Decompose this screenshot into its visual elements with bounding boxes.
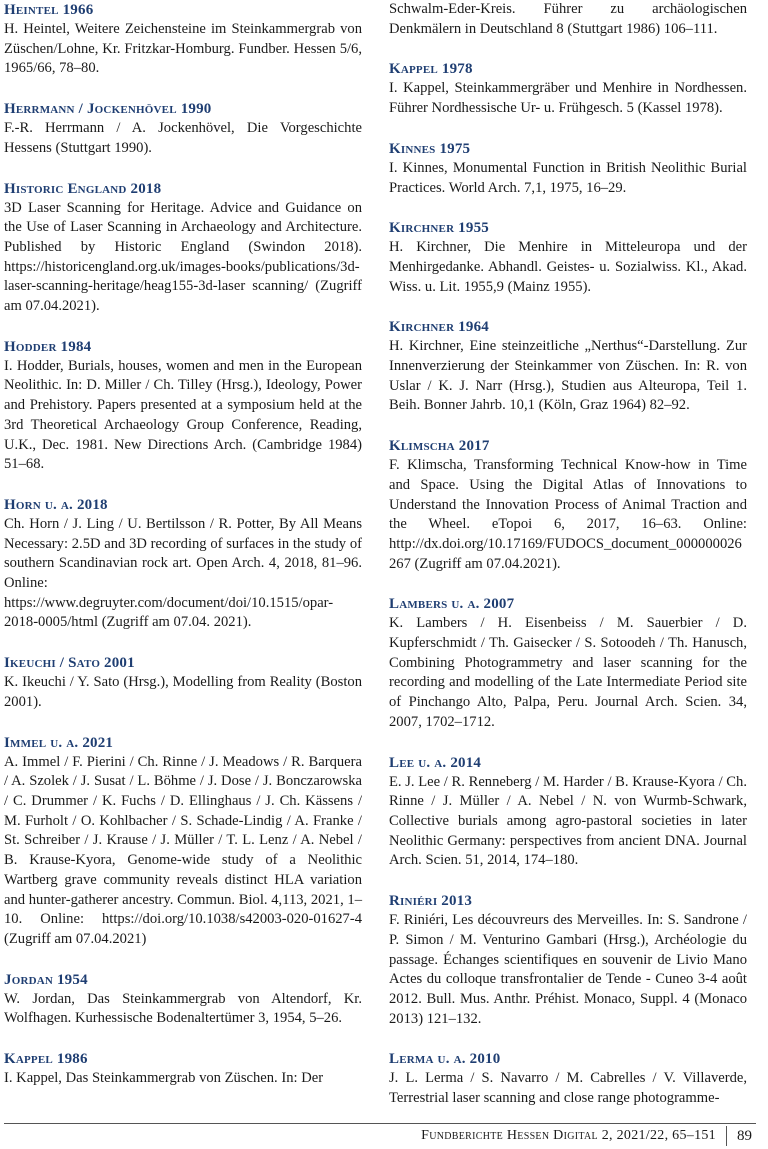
bib-entry xyxy=(389,59,747,118)
bib-entry xyxy=(4,970,362,1029)
bib-entry-text: H. Kirchner, Eine steinzeitliche „Nerthus“-Darstellung. Zur Innenverzierung der Steinkammer von Züschen. In: R. von Uslar / K. J. Narr (Hrsg.), Studien aus Alteuropa, Teil 1. Beih. Bonner Jahrb. 10,1 (Köln, Graz 1964) 82–92. xyxy=(389,338,747,414)
bib-entry-heading: Riniéri 2013 xyxy=(389,893,473,910)
page-number: 89 xyxy=(737,1128,752,1144)
bib-entry-text: I. Hodder, Burials, houses, women and men in the European Neolithic. In: D. Miller / Ch. Tilley (Hrsg.), Ideology, Power and Prehistory. Papers presented at a symposium held at the 3rd Theoretical Archaeology Group Conference, Reading, U.K., Dec. 1981. New Directions Arch. (Cambridge 1984) 51–68. xyxy=(4,357,362,473)
bib-entry-text: Ch. Horn / J. Ling / U. Bertilsson / R. Potter, By All Means Necessary: 2.5D and 3D recording of surfaces in the study of southern Scandinavian rock art. Open Arch. 4, 2018, 81–96. Online: https://www.degruyter.com/document/doi/10.1515/opar-2018-0005/html (Zugriff am 07.04. 2021). xyxy=(4,515,362,631)
bib-entry-text: F.-R. Herrmann / A. Jockenhövel, Die Vorgeschichte Hessens (Stuttgart 1990). xyxy=(4,120,362,156)
bib-entry-heading: Horn u. a. 2018 xyxy=(4,496,108,513)
bib-entry-heading: Lerma u. a. 2010 xyxy=(389,1051,501,1068)
bib-entry-heading: Heintel 1966 xyxy=(4,2,94,18)
page-footer xyxy=(421,1126,752,1146)
bib-entry xyxy=(4,337,362,475)
bib-entry-heading: Kappel 1978 xyxy=(389,61,473,78)
bib-entry-text: F. Riniéri, Les découvreurs des Merveilles. In: S. Sandrone / P. Simon / M. Venturino Gambari (Hrsg.), Archéologie du passage. Échanges scientifiques en souvenir de Livio Mano Actes du colloque transfrontalier de Tende - Cuneo 3-4 août 2012. Bull. Mus. Anthr. Préhist. Monaco, Suppl. 4 (Monaco 2013) 121–132. xyxy=(389,912,747,1027)
bib-entry xyxy=(389,218,747,297)
bib-entry-text: K. Lambers / H. Eisenbeiss / M. Sauerbier / D. Kupferschmidt / Th. Gaisecker / S. Sotoodeh / Th. Hanusch, Combining Photogrammetry and laser scanning for the recording and modelling of the Late Intermediate Period site of Pinchango Alto, Palpa, Peru. Journal Arch. Scien. 34, 2007, 1702–1712. xyxy=(389,615,747,730)
bib-entry-heading: Lambers u. a. 2007 xyxy=(389,596,515,613)
bib-entry xyxy=(4,733,362,950)
bib-entry xyxy=(4,179,362,317)
bib-entry-heading: Kappel 1986 xyxy=(4,1051,88,1068)
bib-entry-heading: Ikeuchi / Sato 2001 xyxy=(4,655,135,672)
bib-entry-text: F. Klimscha, Transforming Technical Know-how in Time and Space. Using the Digital Atlas of Innovations to Understand the Innovation Process of Animal Traction and the Wheel. eTopoi 6, 2017, 16–63. Online: http://dx.doi.org/10.17169/FUDOCS_document_000000026267 (Zugriff am 07.04.2021). xyxy=(389,457,747,572)
bib-entry-heading: Hodder 1984 xyxy=(4,338,92,355)
bib-entry xyxy=(389,1049,747,1108)
bib-entry-heading: Lee u. a. 2014 xyxy=(389,754,482,771)
journal-citation: Fundberichte Hessen Digital 2, 2021/22, 65–151 xyxy=(421,1128,716,1143)
footer-divider xyxy=(4,1123,756,1124)
bib-entry xyxy=(389,594,747,732)
bib-entry-text: I. Kinnes, Monumental Function in British Neolithic Burial Practices. World Arch. 7,1, 1975, 16–29. xyxy=(389,159,747,196)
bib-entry-continuation xyxy=(389,0,747,39)
bib-entry xyxy=(4,1049,362,1089)
bib-entry-text: E. J. Lee / R. Renneberg / M. Harder / B. Krause-Kyora / Ch. Rinne / J. Müller / A. Nebel / N. von Wurmb-Schwark, Collective burials among agro-pastoral societies in later Neolithic Germany: perspectives from ancient DNA. Journal Arch. Scien. 51, 2014, 174–180. xyxy=(389,773,747,869)
bib-entry-text: Schwalm-Eder-Kreis. Führer zu archäologischen Denkmälern in Deutschland 8 (Stuttgart 1986) 106–111. xyxy=(389,1,747,37)
bib-entry xyxy=(4,0,362,79)
bib-entry xyxy=(389,891,747,1029)
bib-entry-text: W. Jordan, Das Steinkammergrab von Altendorf, Kr. Wolfhagen. Kurhessische Bodenaltertümer 3, 1954, 5–26. xyxy=(4,990,362,1027)
bib-entry-text: H. Kirchner, Die Menhire in Mitteleuropa und der Menhirgedanke. Abhandl. Geistes- u. Sozialwiss. Kl., Akad. Wiss. u. Lit. 1955,9 (Mainz 1955). xyxy=(389,239,747,295)
bib-entry-text: H. Heintel, Weitere Zeichensteine im Steinkammergrab von Züschen/Lohne, Kr. Fritzkar-Homburg. Fundber. Hessen 5/6, 1965/66, 78–80. xyxy=(4,21,362,77)
bib-entry xyxy=(389,139,747,198)
bib-entry-heading: Klimscha 2017 xyxy=(389,438,490,455)
bib-entry-heading: Herrmann / Jockenhövel 1990 xyxy=(4,101,212,118)
bib-entry-heading: Kinnes 1975 xyxy=(389,140,471,157)
bib-entry xyxy=(389,753,747,872)
bib-entry-text: J. L. Lerma / S. Navarro / M. Cabrelles / V. Villaverde, Terrestrial laser scanning and close range photogramme- xyxy=(389,1070,747,1107)
bib-entry-heading: Immel u. a. 2021 xyxy=(4,734,114,751)
bibliography-right-column xyxy=(389,0,747,1129)
bibliography-left-column xyxy=(4,0,362,1109)
bib-entry-heading: Historic England 2018 xyxy=(4,180,162,197)
footer-separator xyxy=(726,1126,727,1146)
bib-entry-text: I. Kappel, Das Steinkammergrab von Züschen. In: Der xyxy=(4,1070,324,1087)
bib-entry-text: A. Immel / F. Pierini / Ch. Rinne / J. Meadows / R. Barquera / A. Szolek / J. Susat / L. Böhme / J. Dose / J. Bonczarowska / C. Drummer / K. Fuchs / D. Ellinghaus / J. Ch. Kässens / M. Furholt / O. Kohlbacher / S. Schade-Lindig / A. Franke / St. Schreiber / J. Krause / J. Müller / T. L. Lenz / A. Nebel / B. Krause-Kyora, Genome-wide study of a Neolithic Wartberg grave community reveals distinct HLA variation and hunter-gatherer ancestry. Commun. Biol. 4,113, 2021, 1–10. Online: https://doi.org/10.1038/s42003-020-01627-4 (Zugriff am 07.04.2021) xyxy=(4,753,362,947)
bib-entry xyxy=(4,495,362,633)
bib-entry xyxy=(389,436,747,574)
bib-entry xyxy=(4,99,362,158)
bib-entry-heading: Kirchner 1964 xyxy=(389,319,489,336)
bib-entry-text: I. Kappel, Steinkammergräber und Menhire in Nordhessen. Führer Nordhessische Ur- u. Frühgesch. 5 (Kassel 1978). xyxy=(389,80,747,117)
bib-entry xyxy=(4,653,362,712)
bib-entry-text: K. Ikeuchi / Y. Sato (Hrsg.), Modelling from Reality (Boston 2001). xyxy=(4,674,362,710)
bib-entry xyxy=(389,317,747,416)
bib-entry-heading: Kirchner 1955 xyxy=(389,220,489,237)
bib-entry-text: 3D Laser Scanning for Heritage. Advice and Guidance on the Use of Laser Scanning in Archaeology and Architecture. Published by Historic England (Swindon 2018). https://historicengland.org.uk/images-books/publications/3d-laser-scanning-heritage/heag155-3d-laser scanning/ (Zugriff am 07.04.2021). xyxy=(4,199,362,315)
bib-entry-heading: Jordan 1954 xyxy=(4,971,88,988)
